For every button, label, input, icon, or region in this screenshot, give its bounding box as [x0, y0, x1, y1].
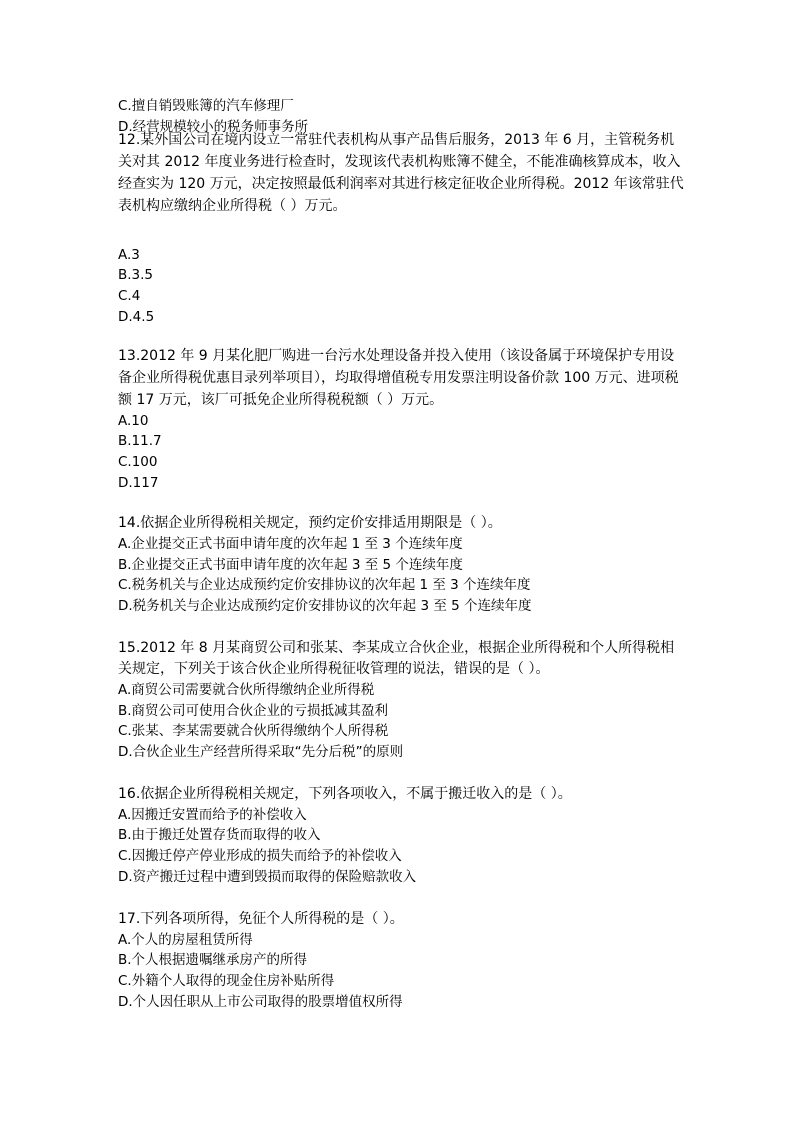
answer-option: A.因搬迁安置而给予的补偿收入 [118, 807, 307, 823]
answer-option: B.个人根据遗嘱继承房产的所得 [118, 952, 308, 968]
question-stem-line: 16.依据企业所得税相关规定，下列各项收入，不属于搬迁收入的是（ ）。 [118, 786, 572, 802]
question-stem-line: 关规定，下列关于该合伙企业所得税征收管理的说法，错误的是（ ）。 [118, 661, 550, 677]
answer-option: A.商贸公司需要就合伙所得缴纳企业所得税 [118, 682, 375, 698]
answer-option: A.个人的房屋租赁所得 [118, 932, 253, 948]
question-stem-line: 15.2012 年 8 月某商贸公司和张某、李某成立合伙企业，根据企业所得税和个人所得税相 [118, 640, 675, 656]
answer-option: C.税务机关与企业达成预约定价安排协议的次年起 1 至 3 个连续年度 [118, 577, 531, 593]
question-stem-line: 经查实为 120 万元，决定按照最低利润率对其进行核定征收企业所得税。2012 年该常驻代 [118, 176, 684, 192]
question-stem-line: 12.某外国公司在境内设立一常驻代表机构从事产品售后服务，2013 年 6 月，主管税务机 [118, 132, 675, 148]
answer-option: C.100 [118, 454, 158, 470]
answer-option: C.4 [118, 288, 141, 304]
answer-option: D.个人因任职从上市公司取得的股票增值权所得 [118, 994, 403, 1010]
answer-option: D.税务机关与企业达成预约定价安排协议的次年起 3 至 5 个连续年度 [118, 598, 532, 614]
answer-option: C.外籍个人取得的现金住房补贴所得 [118, 973, 335, 989]
answer-option: A.企业提交正式书面申请年度的次年起 1 至 3 个连续年度 [118, 536, 463, 552]
question-stem-line: 关对其 2012 年度业务进行检查时，发现该代表机构账簿不健全，不能准确核算成本，收入 [118, 154, 681, 170]
question-stem-line: 额 17 万元，该厂可抵免企业所得税税额（ ）万元。 [118, 392, 444, 408]
answer-option: D.117 [118, 475, 159, 491]
answer-option: A.3 [118, 247, 140, 263]
answer-option: D.合伙企业生产经营所得采取“先分后税”的原则 [118, 744, 404, 760]
answer-option: B.商贸公司可使用合伙企业的亏损抵减其盈利 [118, 703, 389, 719]
question-stem-line: 备企业所得税优惠目录列举项目），均取得增值税专用发票注明设备价款 100 万元、进项税 [118, 370, 679, 386]
previous-question-option: C.擅自销毁账簿的汽车修理厂 [118, 98, 294, 114]
answer-option: D.资产搬迁过程中遭到毁损而取得的保险赔款收入 [118, 869, 417, 885]
previous-question-option: D.经营规模较小的税务师事务所 [118, 119, 309, 135]
answer-option: C.因搬迁停产停业形成的损失而给予的补偿收入 [118, 848, 402, 864]
answer-option: C.张某、李某需要就合伙所得缴纳个人所得税 [118, 723, 389, 739]
question-stem-line: 14.依据企业所得税相关规定，预约定价安排适用期限是（ ）。 [118, 515, 502, 531]
question-stem-line: 表机构应缴纳企业所得税（ ）万元。 [118, 198, 347, 214]
answer-option: A.10 [118, 413, 149, 429]
question-stem-line: 17.下列各项所得，免征个人所得税的是（ ）。 [118, 911, 404, 927]
answer-option: D.4.5 [118, 309, 155, 325]
answer-option: B.3.5 [118, 267, 154, 283]
answer-option: B.由于搬迁处置存货而取得的收入 [118, 827, 321, 843]
question-stem-line: 13.2012 年 9 月某化肥厂购进一台污水处理设备并投入使用（该设备属于环境保护专用设 [118, 348, 675, 364]
answer-option: B.企业提交正式书面申请年度的次年起 3 至 5 个连续年度 [118, 557, 463, 573]
answer-option: B.11.7 [118, 433, 162, 449]
